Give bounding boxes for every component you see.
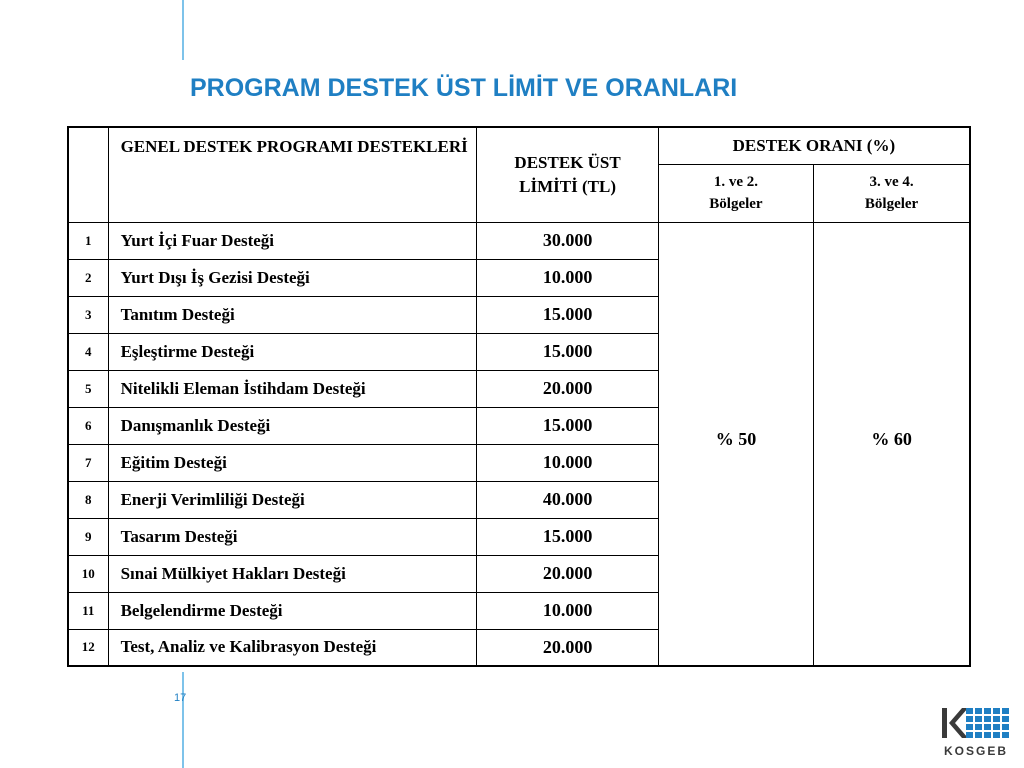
row-program-name: Test, Analiz ve Kalibrasyon Desteği [108,629,477,666]
row-program-name: Eğitim Desteği [108,444,477,481]
row-program-name: Enerji Verimliliği Desteği [108,481,477,518]
row-number: 7 [68,444,108,481]
row-number: 12 [68,629,108,666]
rate-regions-1-2-text: % 50 [715,429,757,450]
header-limit-text: DESTEK ÜST LİMİTİ (TL) [514,152,621,196]
row-program-name: Tanıtım Desteği [108,296,477,333]
rate-regions-1-2-value [658,222,813,666]
header-rate-regions-3-4-text: 3. ve 4. Bölgeler [864,174,919,212]
row-program-name: Sınai Mülkiyet Hakları Desteği [108,555,477,592]
row-number: 9 [68,518,108,555]
rate-regions-3-4-text: % 60 [871,429,912,450]
row-program-name: Eşleştirme Desteği [108,333,477,370]
row-limit: 10.000 [477,592,658,629]
header-program: GENEL DESTEK PROGRAMI DESTEKLERİ [108,127,477,222]
row-number: 8 [68,481,108,518]
row-limit: 30.000 [477,222,658,259]
logo-text: KOSGEB [943,744,1008,758]
row-number: 2 [68,259,108,296]
row-program-name: Yurt İçi Fuar Desteği [108,222,477,259]
row-number: 11 [68,592,108,629]
header-limit [477,127,658,222]
table-row [68,222,970,259]
row-limit: 20.000 [477,629,658,666]
row-program-name: Belgelendirme Desteği [108,592,477,629]
header-rate-regions-3-4 [814,164,970,222]
row-limit: 20.000 [477,555,658,592]
row-limit: 15.000 [477,518,658,555]
row-number: 5 [68,370,108,407]
row-limit: 15.000 [477,296,658,333]
row-program-name: Tasarım Desteği [108,518,477,555]
row-number: 1 [68,222,108,259]
row-number: 10 [68,555,108,592]
decorative-line-top [182,0,184,60]
header-number-cell [68,127,108,222]
row-limit: 15.000 [477,333,658,370]
row-limit: 40.000 [477,481,658,518]
kosgeb-logo [936,704,1016,764]
slide-title: PROGRAM DESTEK ÜST LİMİT VE ORANLARI [190,74,738,102]
decorative-line-bottom [182,672,184,768]
row-program-name: Nitelikli Eleman İstihdam Desteği [108,370,477,407]
header-rate: DESTEK ORANI (%) [658,127,970,164]
row-program-name: Danışmanlık Desteği [108,407,477,444]
header-rate-regions-1-2 [658,164,813,222]
row-number: 4 [68,333,108,370]
rate-regions-3-4-value [814,222,970,666]
row-number: 6 [68,407,108,444]
row-limit: 10.000 [477,444,658,481]
kosgeb-logo-icon [936,704,1016,744]
row-limit: 10.000 [477,259,658,296]
row-limit: 20.000 [477,370,658,407]
row-number: 3 [68,296,108,333]
row-program-name: Yurt Dışı İş Gezisi Desteği [108,259,477,296]
page-number: 17 [174,692,187,704]
support-limits-table [67,126,971,667]
row-limit: 15.000 [477,407,658,444]
header-rate-regions-1-2-text: 1. ve 2. Bölgeler [709,174,763,212]
